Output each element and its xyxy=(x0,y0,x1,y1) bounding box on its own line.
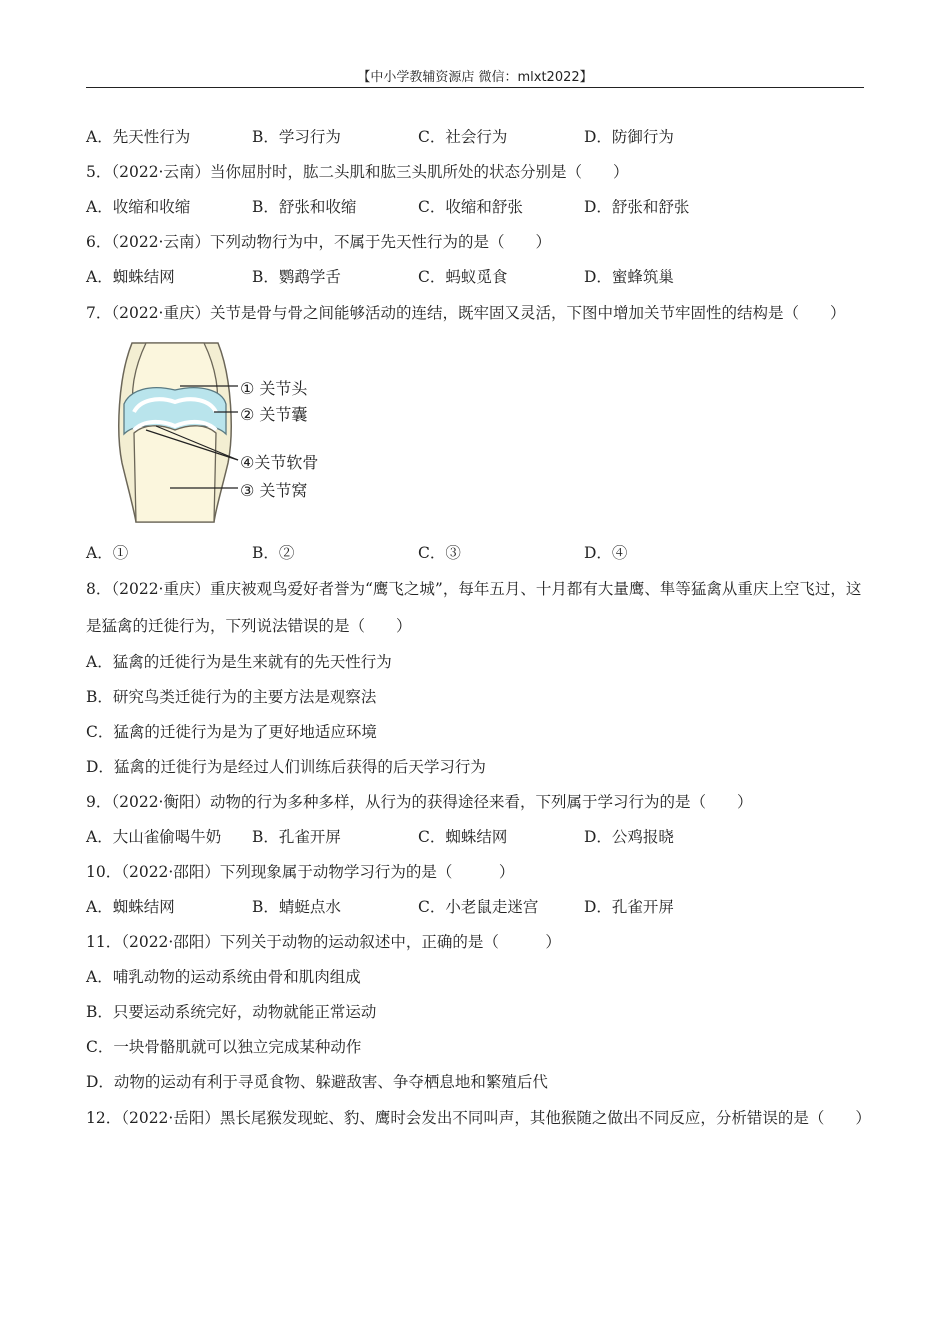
q11-option-c: C．一块骨骼肌就可以独立完成某种动作 xyxy=(86,1038,362,1056)
q5-option-d: D．舒张和舒张 xyxy=(584,198,690,216)
q10-options xyxy=(86,890,864,925)
q10-stem: 10．（2022·邵阳）下列现象属于动物学习行为的是（ ） xyxy=(86,863,515,881)
q7-option-d: D．④ xyxy=(584,544,628,562)
q9-option-a: A．大山雀偷喝牛奶 xyxy=(86,828,222,846)
q8-option-a: A．猛禽的迁徙行为是生来就有的先天性行为 xyxy=(86,653,392,671)
q9-option-d: D．公鸡报晓 xyxy=(584,828,674,846)
q4-option-a: A．先天性行为 xyxy=(86,128,191,146)
q6-stem: 6．（2022·云南）下列动物行为中，不属于先天性行为的是（ ） xyxy=(86,233,551,251)
label-joint-capsule: ② 关节囊 xyxy=(240,405,308,424)
q8-stem: 8．（2022·重庆）重庆被观鸟爱好者誉为“鹰飞之城”，每年五月、十月都有大量鹰、隼等猛禽从重庆上空飞过，这是猛禽的迁徙行为，下列说法错误的是（ ） xyxy=(86,580,862,635)
q6-option-d: D．蜜蜂筑巢 xyxy=(584,268,674,286)
q4-option-d: D．防御行为 xyxy=(584,128,674,146)
q6-option-a: A．蜘蛛结网 xyxy=(86,268,175,286)
q5-option-a: A．收缩和收缩 xyxy=(86,198,191,216)
header-rule xyxy=(86,87,864,88)
q4-option-c: C．社会行为 xyxy=(418,128,508,146)
page-header: 【中小学教辅资源店 微信：mlxt2022】 xyxy=(357,70,593,85)
q10-option-b: B．蜻蜓点水 xyxy=(252,898,341,916)
q11-option-d: D．动物的运动有利于寻觅食物、躲避敌害、争夺栖息地和繁殖后代 xyxy=(86,1073,548,1091)
label-joint-head: ① 关节头 xyxy=(240,379,308,398)
q11-stem: 11．（2022·邵阳）下列关于动物的运动叙述中，正确的是（ ） xyxy=(86,933,561,951)
q9-stem: 9．（2022·衡阳）动物的行为多种多样，从行为的获得途径来看，下列属于学习行为的是（ ） xyxy=(86,793,753,811)
q5-option-c: C．收缩和舒张 xyxy=(418,198,523,216)
q8-option-b: B．研究鸟类迁徙行为的主要方法是观察法 xyxy=(86,688,377,706)
q9-option-c: C．蜘蛛结网 xyxy=(418,828,508,846)
q6-options xyxy=(86,260,864,295)
q12-stem: 12．（2022·岳阳）黑长尾猴发现蛇、豹、鹰时会发出不同叫声，其他猴随之做出不同反应，分析错误的是（ ） xyxy=(86,1109,871,1127)
q7-option-a: A．① xyxy=(86,544,129,562)
q11-option-a: A．哺乳动物的运动系统由骨和肌肉组成 xyxy=(86,968,361,986)
q9-option-b: B．孔雀开屏 xyxy=(252,828,341,846)
q8-option-c: C．猛禽的迁徙行为是为了更好地适应环境 xyxy=(86,723,377,741)
label-joint-socket: ③ 关节窝 xyxy=(240,481,308,500)
q4-option-b: B．学习行为 xyxy=(252,128,341,146)
knee-joint-illustration xyxy=(110,338,240,523)
q6-option-b: B．鹦鹉学舌 xyxy=(252,268,341,286)
q9-options xyxy=(86,820,864,855)
q10-option-d: D．孔雀开屏 xyxy=(584,898,674,916)
q8-option-d: D．猛禽的迁徙行为是经过人们训练后获得的后天学习行为 xyxy=(86,758,486,776)
label-joint-cartilage: ④关节软骨 xyxy=(240,453,319,472)
q10-option-c: C．小老鼠走迷宫 xyxy=(418,898,539,916)
q7-option-b: B．② xyxy=(252,544,295,562)
q7-option-c: C．③ xyxy=(418,544,461,562)
q6-option-c: C．蚂蚁觅食 xyxy=(418,268,508,286)
knee-joint-figure xyxy=(110,338,370,528)
q5-options xyxy=(86,190,864,225)
q7-stem: 7．（2022·重庆）关节是骨与骨之间能够活动的连结，既牢固又灵活，下图中增加关节牢固性的结构是（ ） xyxy=(86,304,846,322)
q10-option-a: A．蜘蛛结网 xyxy=(86,898,175,916)
q11-option-b: B．只要运动系统完好，动物就能正常运动 xyxy=(86,1003,377,1021)
question-list xyxy=(86,120,871,1137)
q5-option-b: B．舒张和收缩 xyxy=(252,198,357,216)
q4-options xyxy=(86,120,864,155)
q7-options xyxy=(86,536,864,571)
q5-stem: 5．（2022·云南）当你屈肘时，肱二头肌和肱三头肌所处的状态分别是（ ） xyxy=(86,163,629,181)
